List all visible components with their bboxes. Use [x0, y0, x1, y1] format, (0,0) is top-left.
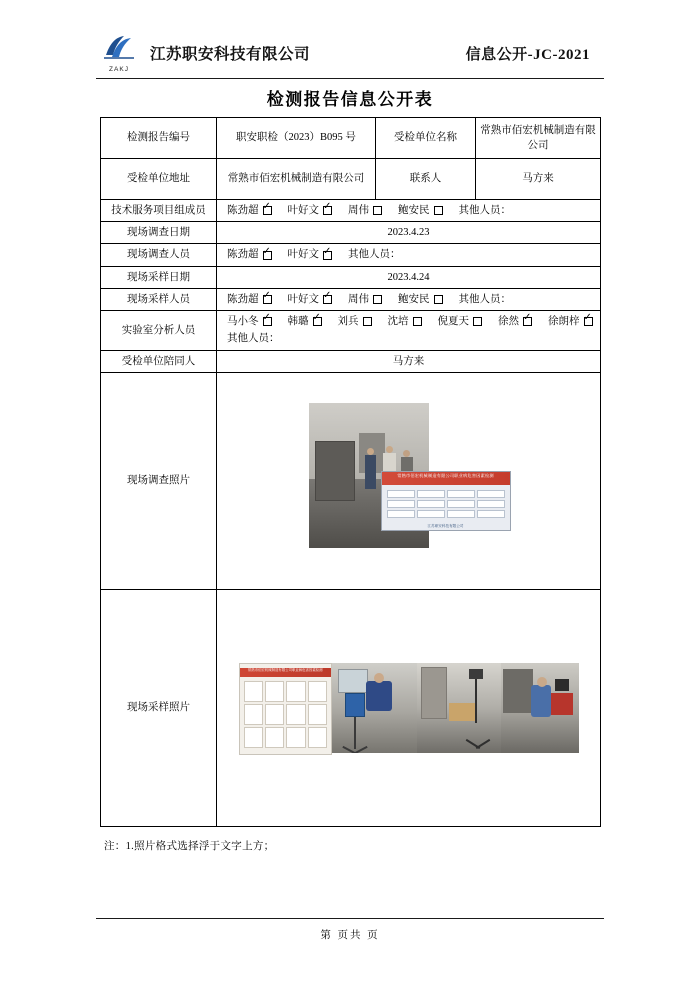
contact-value: 马方来 [476, 159, 601, 200]
sampling-date-label: 现场采样日期 [101, 266, 217, 288]
lab-others-label: 其他人员： [227, 333, 280, 345]
document-code: 信息公开-JC-2021 [465, 46, 590, 63]
sampling-staff-member [288, 292, 333, 307]
sampling-photo-instrument [501, 663, 579, 753]
sampling-staff-member [398, 292, 443, 307]
survey-date-value: 2023.4.23 [217, 222, 601, 244]
checkbox-icon[interactable] [523, 317, 532, 326]
survey-date-label: 现场调查日期 [101, 222, 217, 244]
team-members-cell [217, 200, 601, 222]
survey-staff-member [227, 247, 272, 262]
survey-staff-cell [217, 244, 601, 266]
sampling-staff-list [221, 292, 596, 307]
lab-staff-member [288, 314, 322, 329]
member-name: 叶好文 [287, 205, 319, 216]
team-member [288, 203, 333, 218]
unit-address-value: 常熟市佰宏机械制造有限公司 [217, 159, 376, 200]
checkbox-icon[interactable] [323, 206, 332, 215]
table-row [101, 159, 601, 200]
page-title: 检测报告信息公开表 [266, 90, 434, 109]
lab-staff-list [221, 314, 596, 329]
table-row [101, 311, 601, 350]
checkbox-icon[interactable] [263, 295, 272, 304]
survey-banner-title: 常熟市佰宏机械制造有限公司职业病危害因素检测 [397, 473, 494, 479]
contact-label: 联系人 [376, 159, 476, 200]
member-name: 叶好文 [287, 249, 319, 261]
survey-staff-list [221, 247, 596, 262]
page-header [96, 28, 604, 79]
sampling-staff-others-label: 其他人员： [458, 293, 511, 305]
sampling-photo-wrap [217, 590, 600, 826]
table-row [101, 372, 601, 589]
survey-staff-member [288, 247, 333, 262]
member-name: 鲍安民 [398, 205, 430, 216]
team-others-label: 其他人员： [458, 205, 511, 216]
checkbox-icon[interactable] [263, 317, 272, 326]
table-row [101, 244, 601, 266]
member-name: 韩璐 [287, 316, 309, 328]
sampling-photo-label: 现场采样照片 [101, 589, 217, 826]
sampling-staff-member [227, 292, 272, 307]
checkbox-icon[interactable] [313, 317, 322, 326]
member-name: 叶好文 [287, 293, 319, 305]
sampling-staff-label: 现场采样人员 [101, 288, 217, 310]
checkbox-icon[interactable] [373, 295, 382, 304]
team-member [348, 203, 382, 218]
member-name: 倪夏天 [437, 316, 469, 328]
checkbox-icon[interactable] [363, 317, 372, 326]
checkbox-icon[interactable] [434, 295, 443, 304]
unit-address-label: 受检单位地址 [101, 159, 217, 200]
team-label: 技术服务项目组成员 [101, 200, 217, 222]
table-row [101, 266, 601, 288]
member-name: 徐然 [498, 316, 519, 328]
team-members-list [221, 203, 596, 218]
checkbox-icon[interactable] [413, 317, 422, 326]
lab-staff-member [227, 314, 272, 329]
table-row [101, 350, 601, 372]
report-info-table [100, 117, 601, 827]
sampling-photo-group [239, 663, 579, 753]
report-no-value: 职安职检（2023）B095 号 [217, 118, 376, 159]
lab-staff-member [338, 314, 372, 329]
page-footer: 第 页共 页 [96, 918, 604, 942]
company-logo-icon [96, 33, 142, 73]
checkbox-icon[interactable] [584, 317, 593, 326]
checkbox-icon[interactable] [263, 251, 272, 260]
member-name: 鲍安民 [398, 293, 430, 305]
member-name: 周伟 [348, 293, 369, 305]
company-name: 江苏职安科技有限公司 [150, 46, 311, 63]
header-left [96, 33, 310, 73]
table-row [101, 288, 601, 310]
survey-photo-cell [217, 372, 601, 589]
sampling-photo-tripod [417, 663, 501, 753]
sampling-date-value: 2023.4.24 [217, 266, 601, 288]
accompany-label: 受检单位陪同人 [101, 350, 217, 372]
member-name: 马小冬 [227, 316, 259, 328]
survey-photo-label: 现场调查照片 [101, 372, 217, 589]
sampling-photo-cell [217, 589, 601, 826]
table-row [101, 589, 601, 826]
sampling-banner-title: 常熟市佰宏机械制造有限公司职业病危害因素检测 [247, 667, 323, 672]
team-member [227, 203, 272, 218]
team-member [398, 203, 443, 218]
member-name: 陈劲超 [227, 249, 259, 261]
sampling-photo-worker-device [332, 663, 418, 753]
table-row [101, 200, 601, 222]
checkbox-icon[interactable] [373, 206, 382, 215]
survey-staff-others-label: 其他人员： [348, 249, 401, 261]
lab-staff-member [438, 314, 483, 329]
lab-staff-member [498, 314, 532, 329]
lab-staff-member [388, 314, 422, 329]
survey-banner-foot: 江苏职安科技有限公司 [427, 524, 464, 529]
member-name: 徐朗梓 [548, 316, 580, 328]
member-name: 周伟 [348, 205, 369, 216]
lab-others-row [221, 331, 596, 346]
unit-name-label: 受检单位名称 [376, 118, 476, 159]
accompany-value: 马方来 [217, 350, 601, 372]
table-row [101, 118, 601, 159]
member-name: 沈培 [387, 316, 409, 328]
lab-staff-cell [217, 311, 601, 350]
report-no-label: 检测报告编号 [101, 118, 217, 159]
survey-photo-group [309, 403, 509, 558]
lab-staff-member [548, 314, 593, 329]
logo-text: ZAKJ [109, 66, 129, 73]
checkbox-icon[interactable] [323, 251, 332, 260]
checkbox-icon[interactable] [263, 206, 272, 215]
member-name: 刘兵 [337, 316, 359, 328]
table-row [101, 222, 601, 244]
sampling-staff-cell [217, 288, 601, 310]
sampling-staff-member [348, 292, 382, 307]
sampling-photo-banner [239, 663, 332, 755]
checkbox-icon[interactable] [434, 206, 443, 215]
checkbox-icon[interactable] [473, 317, 482, 326]
lab-staff-label: 实验室分析人员 [101, 311, 217, 350]
member-name: 陈劲超 [227, 293, 259, 305]
unit-name-value: 常熟市佰宏机械制造有限公司 [476, 118, 601, 159]
member-name: 陈劲超 [227, 205, 259, 216]
checkbox-icon[interactable] [323, 295, 332, 304]
survey-photo-wrap [217, 373, 600, 589]
survey-photo-banner [381, 471, 511, 531]
survey-staff-label: 现场调查人员 [101, 244, 217, 266]
note-text: 注：1.照片格式选择浮于文字上方； [104, 841, 275, 852]
